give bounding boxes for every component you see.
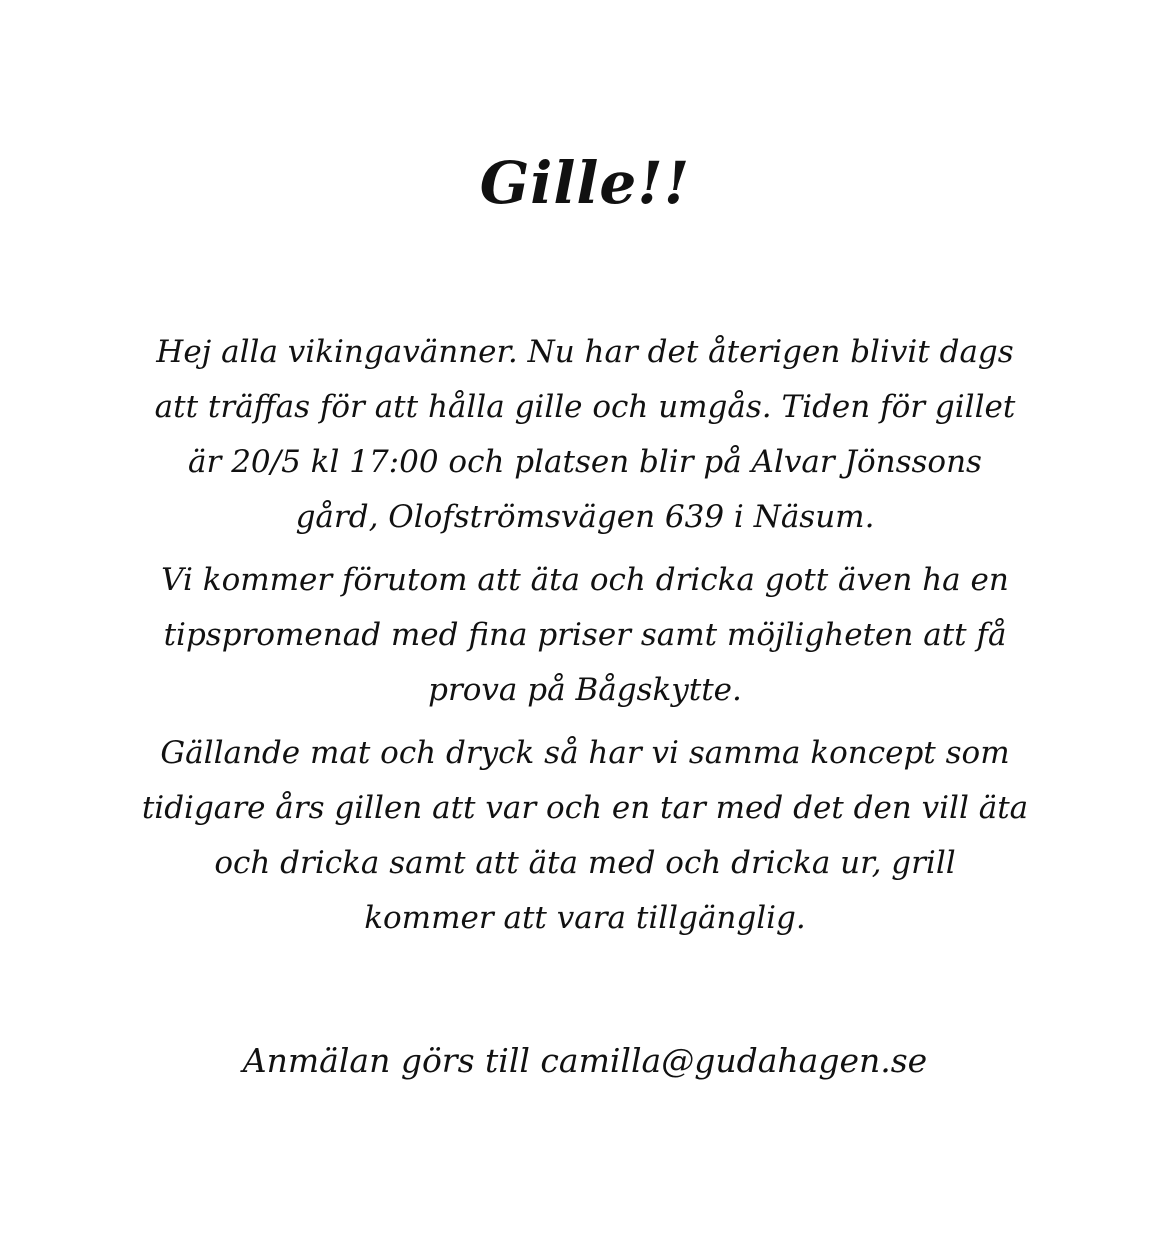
paragraph-line: gård, Olofströmsvägen 639 i Näsum. (295, 499, 875, 535)
paragraph-spacer (0, 545, 1170, 553)
invitation-body (0, 325, 1170, 946)
paragraph-line: Hej alla vikingavänner. Nu har det återigen blivit dags (156, 334, 1014, 370)
paragraph-activities (0, 553, 1170, 718)
paragraph-line: Gällande mat och dryck så har vi samma koncept som (160, 735, 1010, 771)
paragraph-line: är 20/5 kl 17:00 och platsen blir på Alvar Jönssons (188, 444, 982, 480)
paragraph-line: Vi kommer förutom att äta och dricka gott även ha en (161, 562, 1009, 598)
paragraph-line: kommer att vara tillgänglig. (364, 900, 806, 936)
paragraph-line: prova på Bågskytte. (428, 672, 742, 708)
paragraph-spacer (0, 718, 1170, 726)
paragraph-food (0, 726, 1170, 946)
paragraph-line: och dricka samt att äta med och dricka ur, grill (214, 845, 956, 881)
paragraph-intro (0, 325, 1170, 545)
paragraph-line: tipspromenad med fina priser samt möjligheten att få (163, 617, 1007, 653)
paragraph-line: att träffas för att hålla gille och umgås. Tiden för gillet (154, 389, 1016, 425)
paragraph-line: tidigare års gillen att var och en tar med det den vill äta (141, 790, 1029, 826)
signup-line: Anmälan görs till camilla@gudahagen.se (242, 1041, 928, 1080)
page-title: Gille!! (479, 149, 691, 217)
